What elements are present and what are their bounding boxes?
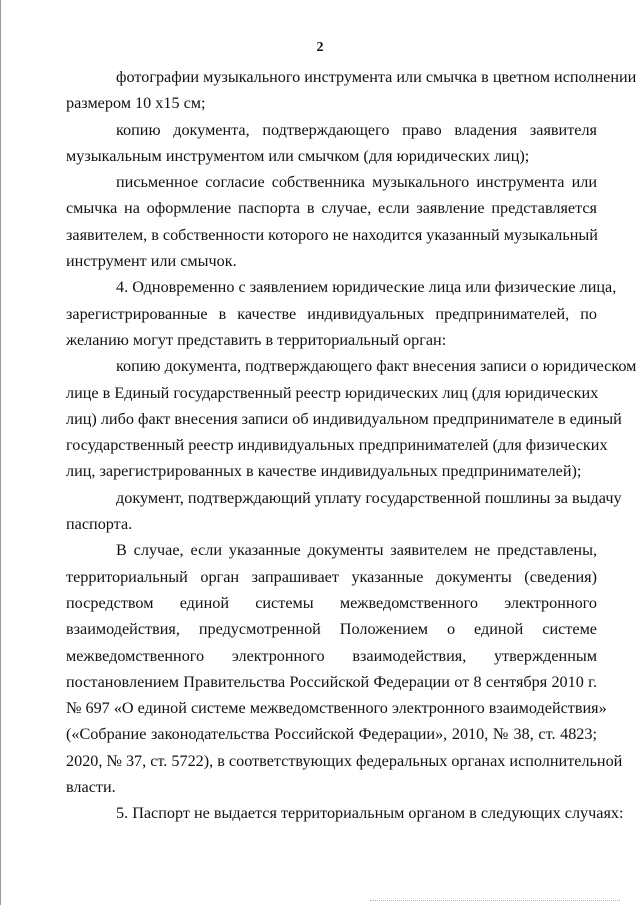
text-line: размером 10 х15 см; bbox=[66, 94, 206, 113]
text-line: копию документа, подтверждающего факт внесения записи о юридическом bbox=[116, 357, 637, 376]
text-line: В случае, если указанные документы заявителем не представлены, bbox=[116, 541, 597, 560]
text-line: лиц, зарегистрированных в качестве индивидуальных предпринимателей); bbox=[66, 462, 582, 481]
page-number: 2 bbox=[316, 40, 324, 55]
text-line: взаимодействия, предусмотренной Положением о единой системе bbox=[66, 620, 597, 639]
text-line: власти. bbox=[66, 778, 116, 797]
text-line: документ, подтверждающий уплату государственной пошлины за выдачу bbox=[116, 488, 622, 507]
text-line: 2020, № 37, ст. 5722), в соответствующих федеральных органах исполнительной bbox=[66, 751, 623, 770]
text-line: межведомственного электронного взаимодействия, утвержденным bbox=[66, 646, 597, 665]
text-line: постановлением Правительства Российской Федерации от 8 сентября 2010 г. bbox=[66, 672, 597, 691]
text-line: музыкальным инструментом или смычком (для юридических лиц); bbox=[66, 146, 530, 165]
text-line: 4. Одновременно с заявлением юридические лица или физические лица, bbox=[116, 278, 617, 297]
text-line: инструмент или смычок. bbox=[66, 252, 237, 271]
text-line: («Собрание законодательства Российской Федерации», 2010, № 38, ст. 4823; bbox=[66, 725, 597, 744]
text-line: фотографии музыкального инструмента или смычка в цветном исполнении bbox=[116, 68, 637, 86]
text-line: лиц) либо факт внесения записи об индивидуальном предпринимателе в единый bbox=[66, 409, 622, 428]
text-line: лице в Единый государственный реестр юридических лиц (для юридических bbox=[66, 383, 599, 402]
text-line: заявителем, в собственности которого не находится указанный музыкальный bbox=[66, 225, 598, 244]
text-line: письменное согласие собственника музыкального инструмента или bbox=[116, 173, 597, 192]
text-line: государственный реестр индивидуальных предпринимателей (для физических bbox=[66, 436, 608, 455]
text-line: зарегистрированные в качестве индивидуальных предпринимателей, по bbox=[66, 304, 597, 323]
text-line: 5. Паспорт не выдается территориальным органом в следующих случаях: bbox=[116, 804, 624, 823]
text-line: паспорта. bbox=[66, 515, 133, 534]
text-line: территориальный орган запрашивает указанные документы (сведения) bbox=[66, 567, 597, 586]
text-line: № 697 «О единой системе межведомственного электронного взаимодействия» bbox=[66, 699, 607, 718]
scan-edge-left bbox=[0, 0, 1, 905]
text-line: желанию могут представить в территориальный орган: bbox=[66, 330, 447, 349]
text-line: посредством единой системы межведомственного электронного bbox=[66, 593, 597, 612]
text-line: копию документа, подтверждающего право владения заявителя bbox=[116, 120, 597, 139]
document-body bbox=[66, 64, 637, 827]
text-line: смычка на оформление паспорта в случае, если заявление представляется bbox=[66, 199, 597, 218]
scan-artifact-bottom bbox=[370, 900, 620, 903]
